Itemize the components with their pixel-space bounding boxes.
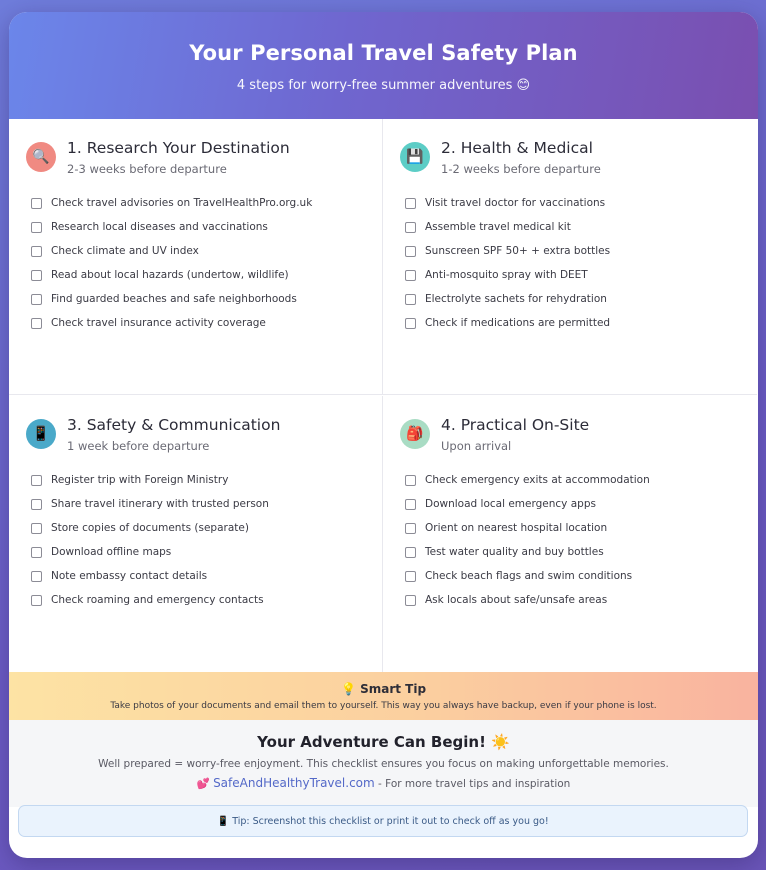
phone-icon: 📱 xyxy=(26,419,56,449)
heart-icon: 💕 xyxy=(196,778,214,790)
footer-text: Well prepared = worry-free enjoyment. This checklist ensures you focus on making unforgettable memories. xyxy=(98,758,669,770)
checkbox[interactable] xyxy=(31,595,42,606)
section-timing: 2-3 weeks before departure xyxy=(67,162,227,176)
checkbox[interactable] xyxy=(31,198,42,209)
checkbox[interactable] xyxy=(405,198,416,209)
checklist-card xyxy=(9,12,758,858)
checklist-item[interactable]: Electrolyte sachets for rehydration xyxy=(405,287,610,311)
checkbox[interactable] xyxy=(405,499,416,510)
checklist-item[interactable]: Check beach flags and swim conditions xyxy=(405,564,650,588)
checklist xyxy=(405,191,610,335)
checklist-item[interactable]: Register trip with Foreign Ministry xyxy=(31,468,269,492)
checklist-item[interactable]: Check climate and UV index xyxy=(31,239,312,263)
checklist-item[interactable]: Check travel advisories on TravelHealthPro.org.uk xyxy=(31,191,312,215)
checkbox[interactable] xyxy=(405,294,416,305)
sections-grid xyxy=(9,119,758,672)
checkbox[interactable] xyxy=(405,523,416,534)
checklist-item[interactable]: Read about local hazards (undertow, wildlife) xyxy=(31,263,312,287)
checkbox[interactable] xyxy=(31,523,42,534)
checkbox[interactable] xyxy=(405,547,416,558)
page-subtitle: 4 steps for worry-free summer adventures 😊 xyxy=(236,78,531,93)
smart-tip-title: 💡 Smart Tip xyxy=(340,682,427,696)
footer-link-suffix: - For more travel tips and inspiration xyxy=(374,778,571,790)
checkbox[interactable] xyxy=(31,246,42,257)
checkbox[interactable] xyxy=(31,222,42,233)
section-practical xyxy=(383,396,757,672)
checkbox[interactable] xyxy=(31,270,42,281)
section-title: 1. Research Your Destination xyxy=(67,139,290,157)
checkbox[interactable] xyxy=(31,571,42,582)
checklist-item[interactable]: Note embassy contact details xyxy=(31,564,269,588)
section-timing: Upon arrival xyxy=(441,439,512,453)
checklist xyxy=(31,468,269,612)
footer xyxy=(9,720,758,807)
section-timing: 1-2 weeks before departure xyxy=(441,162,601,176)
smart-tip-banner xyxy=(9,672,758,720)
checkbox[interactable] xyxy=(405,246,416,257)
checkbox[interactable] xyxy=(31,475,42,486)
website-link[interactable]: SafeAndHealthyTravel.com xyxy=(213,776,375,790)
checkbox[interactable] xyxy=(31,318,42,329)
checklist-item[interactable]: Research local diseases and vaccinations xyxy=(31,215,312,239)
section-title: 2. Health & Medical xyxy=(441,139,593,157)
checklist xyxy=(405,468,650,612)
screenshot-tip: 📱 Tip: Screenshot this checklist or print it out to check off as you go! xyxy=(18,805,748,837)
checklist-item[interactable]: Download local emergency apps xyxy=(405,492,650,516)
section-timing: 1 week before departure xyxy=(67,439,210,453)
checklist-item[interactable]: Check emergency exits at accommodation xyxy=(405,468,650,492)
page-title: Your Personal Travel Safety Plan xyxy=(189,41,578,65)
section-title: 4. Practical On-Site xyxy=(441,416,590,434)
checklist-item[interactable]: Orient on nearest hospital location xyxy=(405,516,650,540)
checklist-item[interactable]: Find guarded beaches and safe neighborhoods xyxy=(31,287,312,311)
checklist xyxy=(31,191,312,335)
section-health xyxy=(383,119,757,395)
checkbox[interactable] xyxy=(405,270,416,281)
section-research xyxy=(9,119,383,395)
checklist-item[interactable]: Sunscreen SPF 50+ + extra bottles xyxy=(405,239,610,263)
footer-heading: Your Adventure Can Begin! ☀️ xyxy=(257,733,510,751)
checkbox[interactable] xyxy=(405,222,416,233)
checklist-item[interactable]: Check if medications are permitted xyxy=(405,311,610,335)
checklist-item[interactable]: Download offline maps xyxy=(31,540,269,564)
header-banner xyxy=(9,12,758,119)
smart-tip-text: Take photos of your documents and email them to yourself. This way you always have backup, even if your phone is lost. xyxy=(110,701,657,711)
magnifier-icon: 🔍 xyxy=(26,142,56,172)
section-safety xyxy=(9,396,383,672)
checkbox[interactable] xyxy=(405,595,416,606)
checkbox[interactable] xyxy=(405,475,416,486)
checklist-item[interactable]: Share travel itinerary with trusted person xyxy=(31,492,269,516)
checklist-item[interactable]: Ask locals about safe/unsafe areas xyxy=(405,588,650,612)
checklist-item[interactable]: Test water quality and buy bottles xyxy=(405,540,650,564)
checkbox[interactable] xyxy=(31,499,42,510)
checklist-item[interactable]: Visit travel doctor for vaccinations xyxy=(405,191,610,215)
medical-kit-icon: 💾 xyxy=(400,142,430,172)
checklist-item[interactable]: Check roaming and emergency contacts xyxy=(31,588,269,612)
checkbox[interactable] xyxy=(31,294,42,305)
section-title: 3. Safety & Communication xyxy=(67,416,281,434)
footer-link-row xyxy=(9,776,758,790)
checklist-item[interactable]: Check travel insurance activity coverage xyxy=(31,311,312,335)
checklist-item[interactable]: Store copies of documents (separate) xyxy=(31,516,269,540)
checkbox[interactable] xyxy=(405,571,416,582)
checklist-item[interactable]: Assemble travel medical kit xyxy=(405,215,610,239)
checkbox[interactable] xyxy=(31,547,42,558)
checklist-item[interactable]: Anti-mosquito spray with DEET xyxy=(405,263,610,287)
checkbox[interactable] xyxy=(405,318,416,329)
backpack-icon: 🎒 xyxy=(400,419,430,449)
